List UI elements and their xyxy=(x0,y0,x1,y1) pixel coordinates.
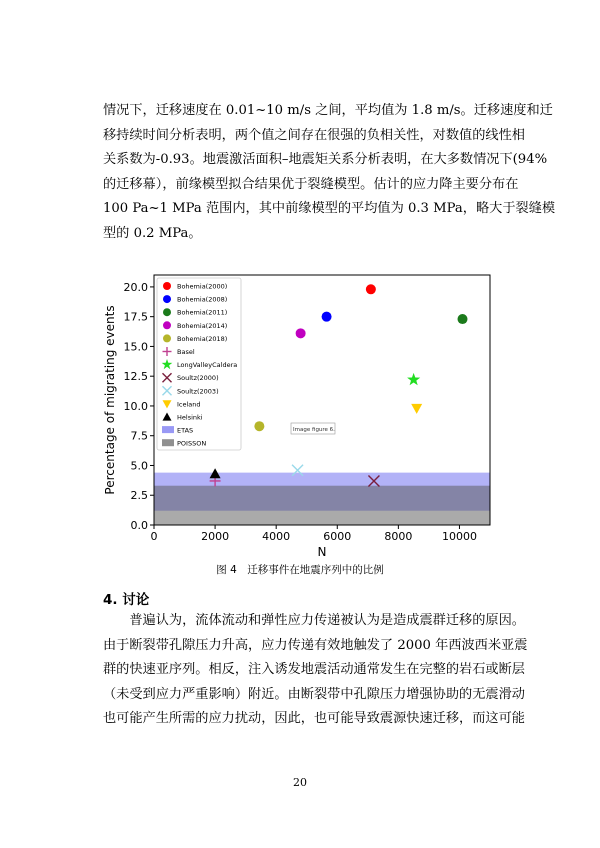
body-paragraph-2 xyxy=(103,609,528,732)
text-line: 也可能产生所需的应力扰动，因此，也可能导致震源快速迁移，而这可能 xyxy=(103,711,525,727)
legend-marker-bohemia-2008- xyxy=(163,295,171,303)
y-tick-label: 2.5 xyxy=(130,489,148,503)
legend-swatch-etas xyxy=(162,426,174,433)
x-tick-label: 2000 xyxy=(201,530,230,543)
legend-marker-bohemia-2011- xyxy=(163,308,171,316)
text-line: 100 Pa~1 MPa 范围内，其中前缘模型的平均值为 0.3 MPa，略大于裂缝模 xyxy=(103,201,556,217)
legend xyxy=(157,278,241,450)
x-tick-label: 8000 xyxy=(384,530,413,543)
scatter-chart xyxy=(100,267,500,565)
legend-label: Iceland xyxy=(177,400,201,409)
legend-swatch-poisson xyxy=(162,439,174,446)
point-bohemia-2011- xyxy=(458,314,468,324)
y-axis-label: Percentage of migrating events xyxy=(103,305,117,495)
body-paragraph-1 xyxy=(103,99,556,247)
point-bohemia-2014- xyxy=(296,328,306,338)
image-tooltip xyxy=(291,423,335,434)
text-line: （未受到应力严重影响）附近。由断裂带中孔隙压力增强协助的无震滑动 xyxy=(103,686,525,702)
text-line: 型的 0.2 MPa。 xyxy=(103,225,202,241)
x-tick-label: 10000 xyxy=(441,530,477,543)
y-tick-label: 10.0 xyxy=(123,399,148,413)
x-tick-label: 4000 xyxy=(262,530,291,543)
x-tick-label: 0 xyxy=(150,530,158,543)
text-line: 关系数为-0.93。地震激活面积–地震矩关系分析表明，在大多数情况下(94% xyxy=(103,152,548,168)
y-tick-label: 0.0 xyxy=(130,519,148,532)
tooltip-text: Image figure 6. xyxy=(293,427,335,433)
figure-caption: 图 4 迁移事件在地震序列中的比例 xyxy=(216,564,384,576)
legend-marker-bohemia-2018- xyxy=(163,334,171,342)
y-tick-label: 12.5 xyxy=(123,370,148,384)
legend-marker-bohemia-2014- xyxy=(163,321,171,329)
text-line: 群的快速亚序列。相反，注入诱发地震活动通常发生在完整的岩石或断层 xyxy=(103,662,525,678)
legend-label: Bohemia(2000) xyxy=(177,282,228,291)
x-axis-label: N xyxy=(317,545,327,559)
y-tick-label: 7.5 xyxy=(130,429,148,443)
legend-label: Bohemia(2018) xyxy=(177,334,228,343)
x-tick-label: 6000 xyxy=(323,530,352,543)
point-bohemia-2008- xyxy=(322,312,332,322)
text-line: 的迁移幕），前缘模型拟合结果优于裂缝模型。估计的应力降主要分布在 xyxy=(103,176,519,192)
section-heading: 4. 讨论 xyxy=(103,592,150,608)
legend-label: Helsinki xyxy=(177,413,203,422)
legend-label: LongValleyCaldera xyxy=(177,361,238,370)
text-line: 情况下，迁移速度在 0.01~10 m/s 之间，平均值为 1.8 m/s。迁移速度和迁 xyxy=(103,103,553,118)
legend-marker-bohemia-2000- xyxy=(163,282,171,290)
y-tick-label: 15.0 xyxy=(123,340,148,354)
legend-label: Basel xyxy=(177,348,195,356)
point-bohemia-2018- xyxy=(254,421,264,431)
legend-label: Bohemia(2014) xyxy=(177,321,228,330)
text-line: 普遍认为，流体流动和弹性应力传递被认为是造成震群迁移的原因。 xyxy=(103,613,525,628)
band-poisson xyxy=(154,486,490,525)
legend-label: Bohemia(2011) xyxy=(177,308,228,317)
legend-label: Bohemia(2008) xyxy=(177,295,228,304)
point-bohemia-2000- xyxy=(366,284,376,294)
figure-migrating-events xyxy=(100,267,500,565)
text-line: 移持续时间分析表明，两个值之间存在很强的负相关性，对数值的线性相 xyxy=(103,127,525,143)
y-tick-label: 17.5 xyxy=(123,310,148,324)
legend-label: POISSON xyxy=(177,439,207,448)
y-tick-label: 20.0 xyxy=(123,280,148,294)
y-tick-label: 5.0 xyxy=(130,459,148,473)
text-line: 由于断裂带孔隙压力升高，应力传递有效地触发了 2000 年西波西米亚震 xyxy=(103,637,528,653)
legend-label: Soultz(2003) xyxy=(177,387,219,396)
legend-label: ETAS xyxy=(177,426,194,435)
page-number: 20 xyxy=(293,776,307,789)
legend-label: Soultz(2000) xyxy=(177,374,219,383)
